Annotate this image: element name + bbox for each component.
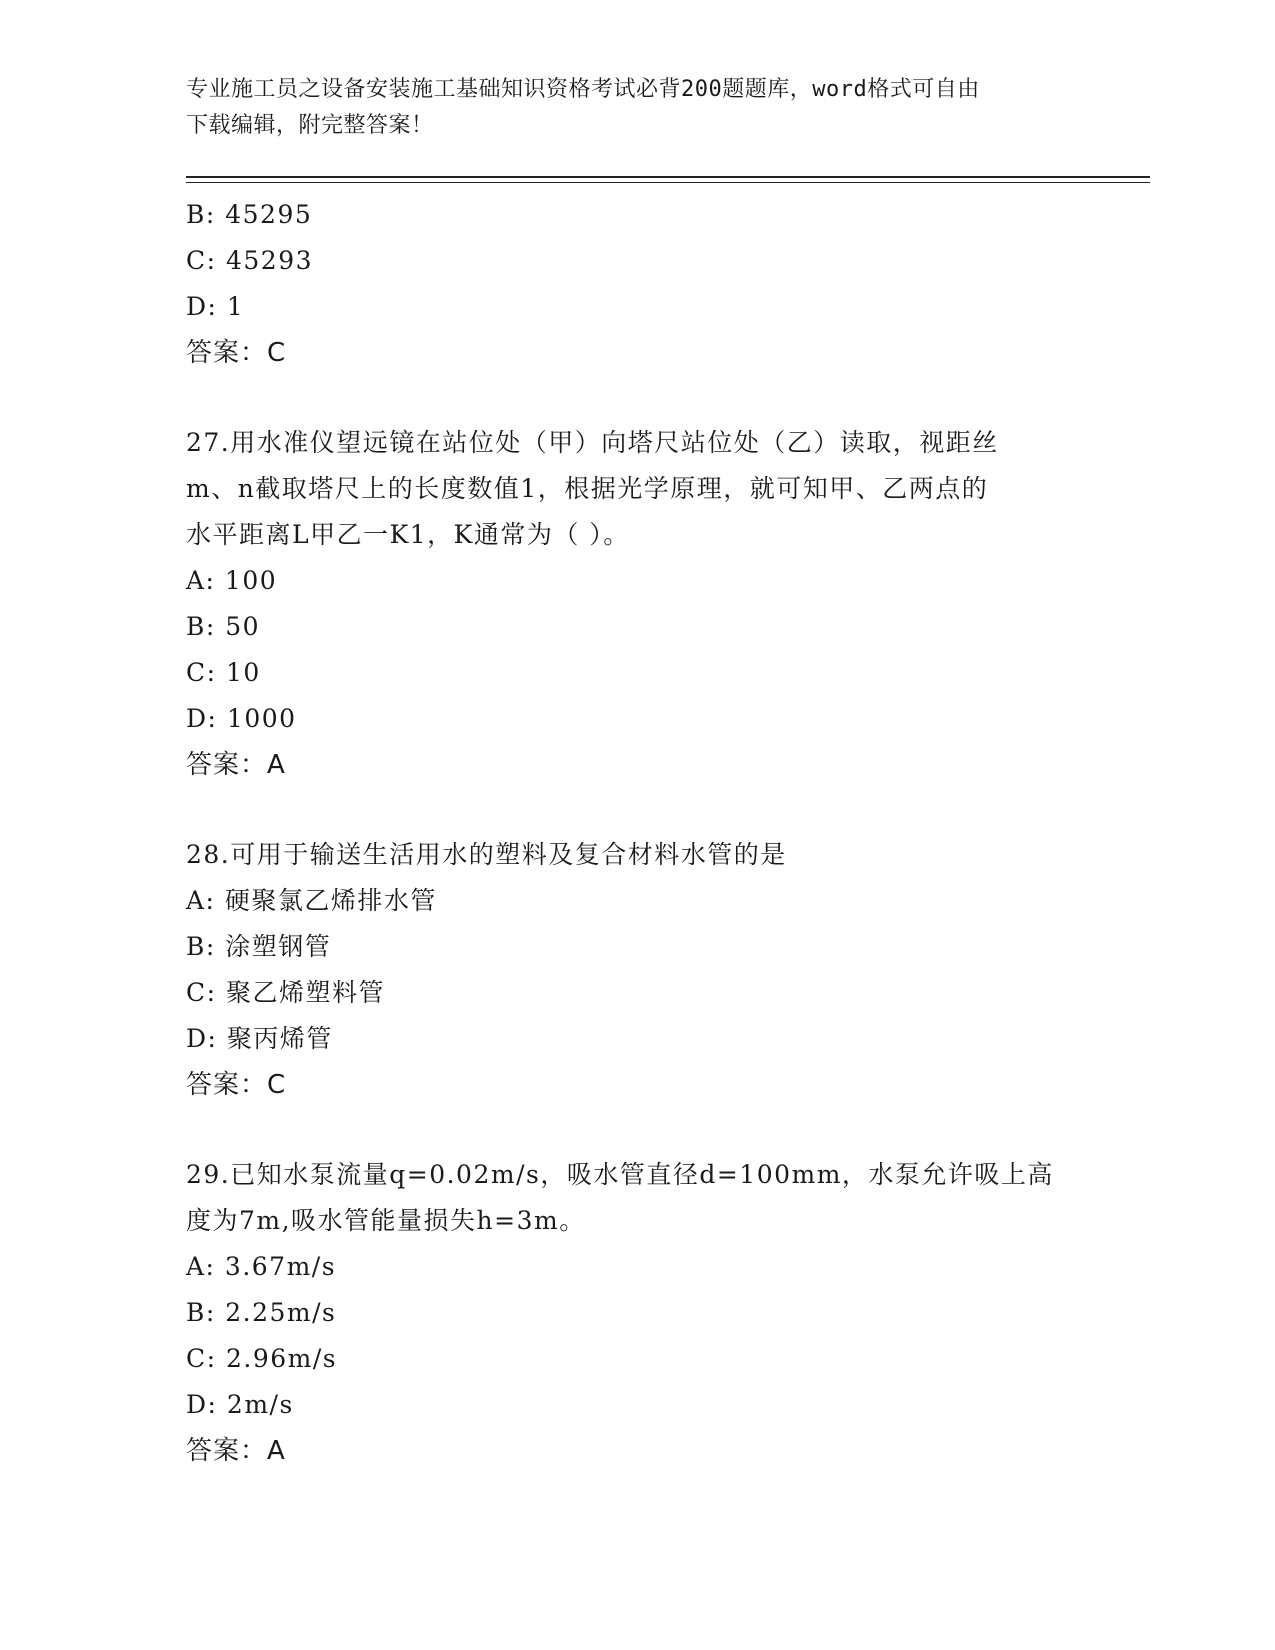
option-b: B: 2.25m/s: [186, 1298, 337, 1327]
question-stem-line: m、n截取塔尺上的长度数值1，根据光学原理，就可知甲、乙两点的: [186, 474, 989, 503]
question-stem-line: 28.可用于输送生活用水的塑料及复合材料水管的是: [186, 840, 787, 869]
header-divider-thick: [186, 176, 1150, 178]
header-divider-thin: [186, 182, 1150, 183]
option-d: D: 2m/s: [186, 1390, 294, 1419]
page-header: [186, 72, 1086, 144]
answer-label: 答案：A: [186, 1436, 286, 1466]
question-29: [186, 1152, 1086, 1474]
option-c: C: 45293: [186, 246, 314, 275]
option-c: C: 10: [186, 658, 261, 687]
question-stem-line: 27.用水准仪望远镜在站位处（甲）向塔尺站位处（乙）读取，视距丝: [186, 428, 999, 457]
option-b: B: 涂塑钢管: [186, 932, 332, 961]
question-list: [186, 192, 1086, 1474]
option-a: A: 3.67m/s: [186, 1252, 337, 1281]
option-c: C: 聚乙烯塑料管: [186, 978, 385, 1007]
answer-label: 答案：C: [186, 338, 287, 368]
option-d: D: 聚丙烯管: [186, 1024, 333, 1053]
question-28: [186, 832, 1086, 1108]
header-line-2: 下载编辑，附完整答案！: [186, 113, 434, 138]
question-stem-line: 29.已知水泵流量q=0.02m/s，吸水管直径d=100mm，水泵允许吸上高: [186, 1160, 1054, 1189]
option-b: B: 45295: [186, 200, 313, 229]
header-line-1: 专业施工员之设备安装施工基础知识资格考试必背200题题库，word格式可自由: [186, 77, 980, 102]
question-26: [186, 192, 1086, 376]
answer-label: 答案：A: [186, 750, 286, 780]
option-b: B: 50: [186, 612, 261, 641]
answer-label: 答案：C: [186, 1070, 287, 1100]
option-a: A: 100: [186, 566, 278, 595]
question-stem-line: 度为7m,吸水管能量损失h=3m。: [186, 1206, 586, 1235]
question-stem-line: 水平距离L甲乙一K1，K通常为（ ）。: [186, 520, 630, 549]
option-d: D: 1000: [186, 704, 297, 733]
option-a: A: 硬聚氯乙烯排水管: [186, 886, 437, 915]
option-c: C: 2.96m/s: [186, 1344, 338, 1373]
question-27: [186, 420, 1086, 788]
option-d: D: 1: [186, 292, 245, 321]
